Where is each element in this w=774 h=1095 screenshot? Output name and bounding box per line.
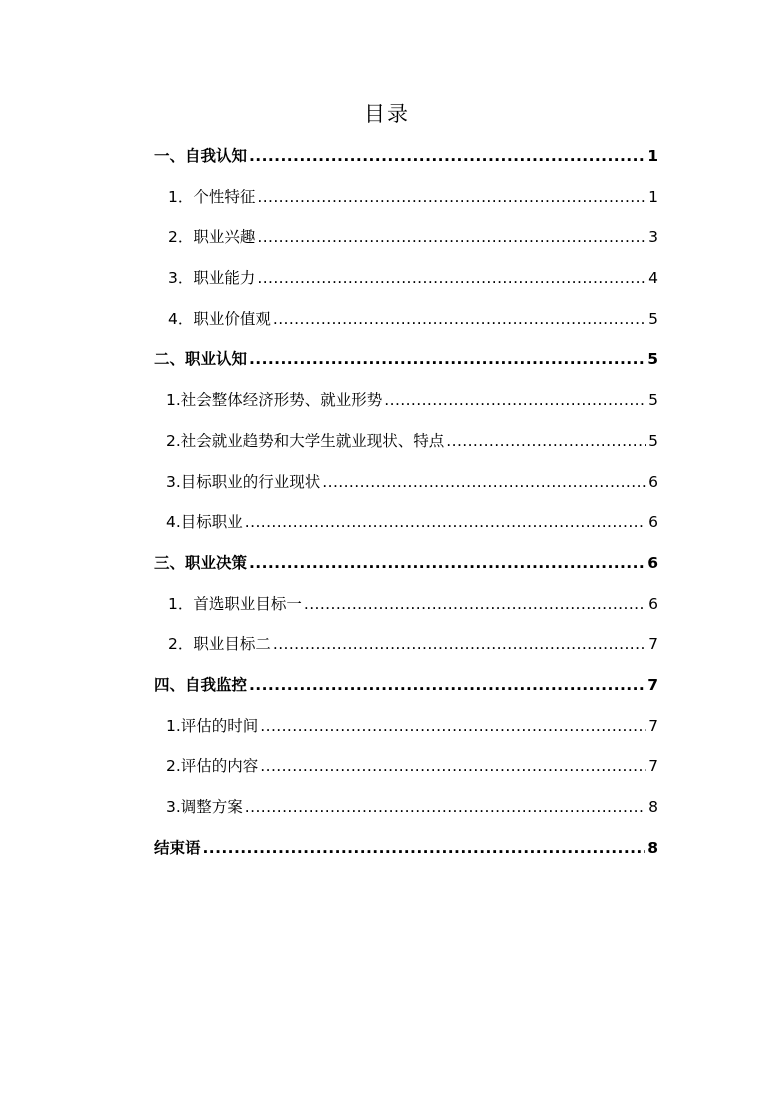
toc-entry-career-ability[interactable] xyxy=(154,262,658,303)
toc-entry-self-awareness[interactable] xyxy=(154,140,658,181)
dot-leader xyxy=(249,669,645,701)
toc-entry-career-decision[interactable] xyxy=(154,547,658,588)
toc-entry-label: 2．职业兴趣 xyxy=(168,228,256,247)
dot-leader xyxy=(249,547,645,579)
toc-entry-label: 2.评估的内容 xyxy=(166,757,259,776)
dot-leader xyxy=(260,710,646,742)
toc-title: 目录 xyxy=(364,102,410,126)
toc-page-number: 1 xyxy=(648,187,658,206)
toc-entry-label: 2．职业目标二 xyxy=(168,635,271,654)
toc-entry-label: 2.社会就业趋势和大学生就业现状、特点 xyxy=(166,431,445,450)
toc-entry-label: 一、自我认知 xyxy=(154,147,248,165)
dot-leader xyxy=(384,384,646,416)
toc-entry-personality[interactable] xyxy=(154,181,658,222)
toc-entry-label: 3.目标职业的行业现状 xyxy=(166,472,321,491)
dot-leader xyxy=(203,832,646,864)
dot-leader xyxy=(249,140,645,172)
toc-entry-evaluation-content[interactable] xyxy=(154,750,658,791)
dot-leader xyxy=(304,588,646,620)
toc-entry-career-goal-one[interactable] xyxy=(154,588,658,629)
toc-entry-label: 1.社会整体经济形势、就业形势 xyxy=(166,391,383,410)
toc-entry-career-values[interactable] xyxy=(154,303,658,344)
toc-entry-target-career[interactable] xyxy=(154,506,658,547)
toc-entry-industry-status[interactable] xyxy=(154,466,658,507)
toc-entry-label: 1.评估的时间 xyxy=(166,716,259,735)
toc-page-number: 5 xyxy=(648,431,658,450)
toc-entry-self-monitoring[interactable] xyxy=(154,669,658,710)
dot-leader xyxy=(257,221,646,253)
dot-leader xyxy=(257,262,646,294)
toc-entry-label: 3.调整方案 xyxy=(166,798,243,816)
dot-leader xyxy=(446,425,646,457)
dot-leader xyxy=(273,628,646,660)
toc-entry-career-cognition[interactable] xyxy=(154,343,658,384)
toc-entry-label: 三、职业决策 xyxy=(154,553,248,572)
toc-page-number: 6 xyxy=(648,472,658,491)
toc-entry-career-goal-two[interactable] xyxy=(154,628,658,669)
toc-page-number: 7 xyxy=(647,675,658,694)
toc-entry-label: 结束语 xyxy=(154,838,201,857)
dot-leader xyxy=(245,506,646,538)
toc-entry-label: 1．个性特征 xyxy=(168,187,256,206)
dot-leader xyxy=(273,303,646,335)
toc-page-number: 7 xyxy=(648,635,658,654)
toc-page-number: 5 xyxy=(648,391,658,410)
toc-page-number: 5 xyxy=(647,350,658,369)
toc-entry-label: 4.目标职业 xyxy=(166,513,243,532)
toc-entry-label: 二、职业认知 xyxy=(154,350,248,369)
toc-page-number: 7 xyxy=(648,757,658,776)
toc-entry-adjustment-plan[interactable] xyxy=(154,791,658,832)
dot-leader xyxy=(245,791,646,823)
toc-entry-conclusion[interactable] xyxy=(154,832,658,873)
toc-entry-economy[interactable] xyxy=(154,384,658,425)
dot-leader xyxy=(249,343,645,375)
toc-entry-label: 4．职业价值观 xyxy=(168,309,271,328)
toc-page-number: 8 xyxy=(647,838,658,857)
toc-page-number: 6 xyxy=(648,594,658,613)
toc-entry-career-interest[interactable] xyxy=(154,221,658,262)
toc-entry-label: 3．职业能力 xyxy=(168,269,256,288)
dot-leader xyxy=(322,466,646,498)
toc-entry-label: 四、自我监控 xyxy=(154,675,248,694)
toc-page-number: 7 xyxy=(648,716,658,735)
toc-page-number: 5 xyxy=(648,309,658,328)
table-of-contents xyxy=(154,140,658,872)
dot-leader xyxy=(260,750,646,782)
toc-page-number: 8 xyxy=(648,798,658,816)
toc-page-number: 3 xyxy=(648,228,658,247)
toc-page-number: 6 xyxy=(648,513,658,532)
dot-leader xyxy=(257,181,646,213)
toc-entry-evaluation-time[interactable] xyxy=(154,710,658,751)
toc-page-number: 4 xyxy=(648,269,658,288)
toc-page-number: 6 xyxy=(647,553,658,572)
toc-entry-label: 1．首选职业目标一 xyxy=(168,594,302,613)
toc-page-number: 1 xyxy=(647,147,658,165)
toc-entry-employment-trend[interactable] xyxy=(154,425,658,466)
